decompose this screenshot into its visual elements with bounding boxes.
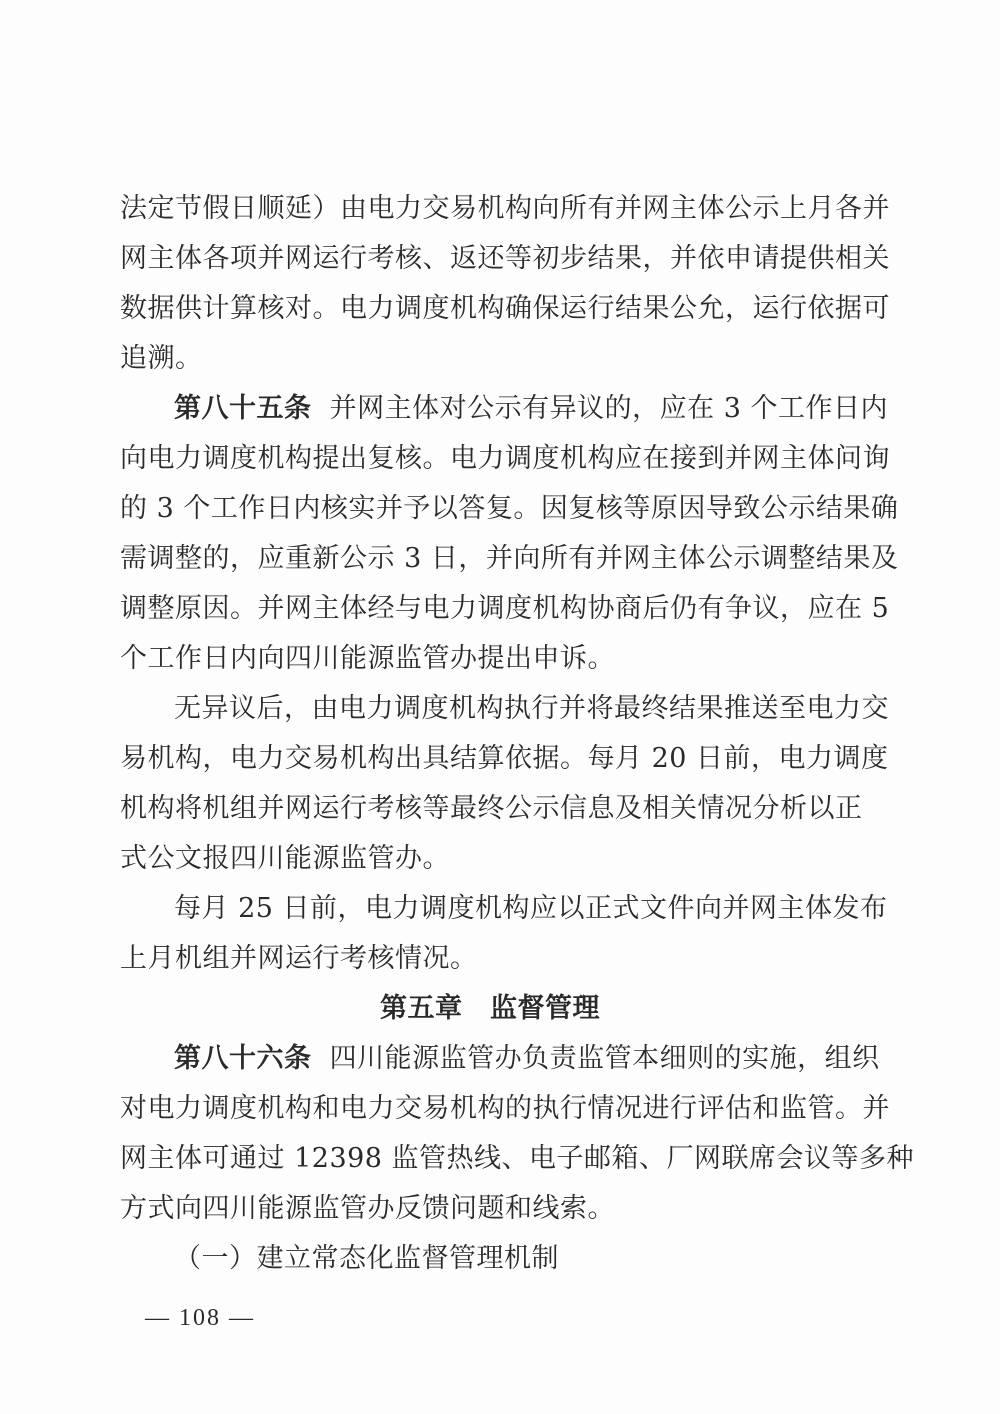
text-line: 网主体可通过 12398 监管热线、电子邮箱、厂网联席会议等多种: [120, 1143, 915, 1174]
article-86-text: 四川能源监管办负责监管本细则的实施，组织: [329, 1043, 880, 1074]
article-86-heading: 第八十六条: [174, 1043, 312, 1074]
text-line: 数据供计算核对。电力调度机构确保运行结果公允，运行依据可: [120, 293, 890, 324]
text-line: 易机构，电力交易机构出具结算依据。每月 20 日前，电力调度: [120, 743, 889, 774]
text-line: 对电力调度机构和电力交易机构的执行情况进行评估和监管。并: [120, 1093, 890, 1124]
chapter-title: 第五章 监督管理: [380, 993, 600, 1024]
article-85-heading: 第八十五条: [174, 393, 312, 424]
article-85-first-line: [120, 384, 889, 434]
text-line: 无异议后，由电力调度机构执行并将最终结果推送至电力交: [174, 693, 889, 724]
text-line: 个工作日内向四川能源监管办提出申诉。: [120, 643, 615, 674]
text-line: 每月 25 日前，电力调度机构应以正式文件向并网主体发布: [174, 893, 888, 924]
text-line: 追溯。: [120, 343, 203, 374]
article-85-text: 并网主体对公示有异议的，应在 3 个工作日内: [329, 393, 889, 424]
page-number: — 108 —: [145, 1305, 255, 1331]
text-line: 网主体各项并网运行考核、返还等初步结果，并依申请提供相关: [120, 243, 890, 274]
article-86-first-line: [120, 1034, 880, 1084]
text-line: 式公文报四川能源监管办。: [120, 843, 450, 874]
subsection-heading: （一）建立常态化监督管理机制: [174, 1243, 559, 1274]
text-line: 的 3 个工作日内核实并予以答复。因复核等原因导致公示结果确: [120, 493, 899, 524]
text-line: 上月机组并网运行考核情况。: [120, 943, 478, 974]
document-body: [120, 184, 915, 1284]
text-line: 法定节假日顺延）由电力交易机构向所有并网主体公示上月各并: [120, 193, 890, 224]
text-line: 调整原因。并网主体经与电力调度机构协商后仍有争议，应在 5: [120, 593, 890, 624]
text-line: 需调整的，应重新公示 3 日，并向所有并网主体公示调整结果及: [120, 543, 899, 574]
text-line: 方式向四川能源监管办反馈问题和线索。: [120, 1193, 615, 1224]
text-line: 向电力调度机构提出复核。电力调度机构应在接到并网主体问询: [120, 443, 890, 474]
text-line: 机构将机组并网运行考核等最终公示信息及相关情况分析以正: [120, 793, 863, 824]
